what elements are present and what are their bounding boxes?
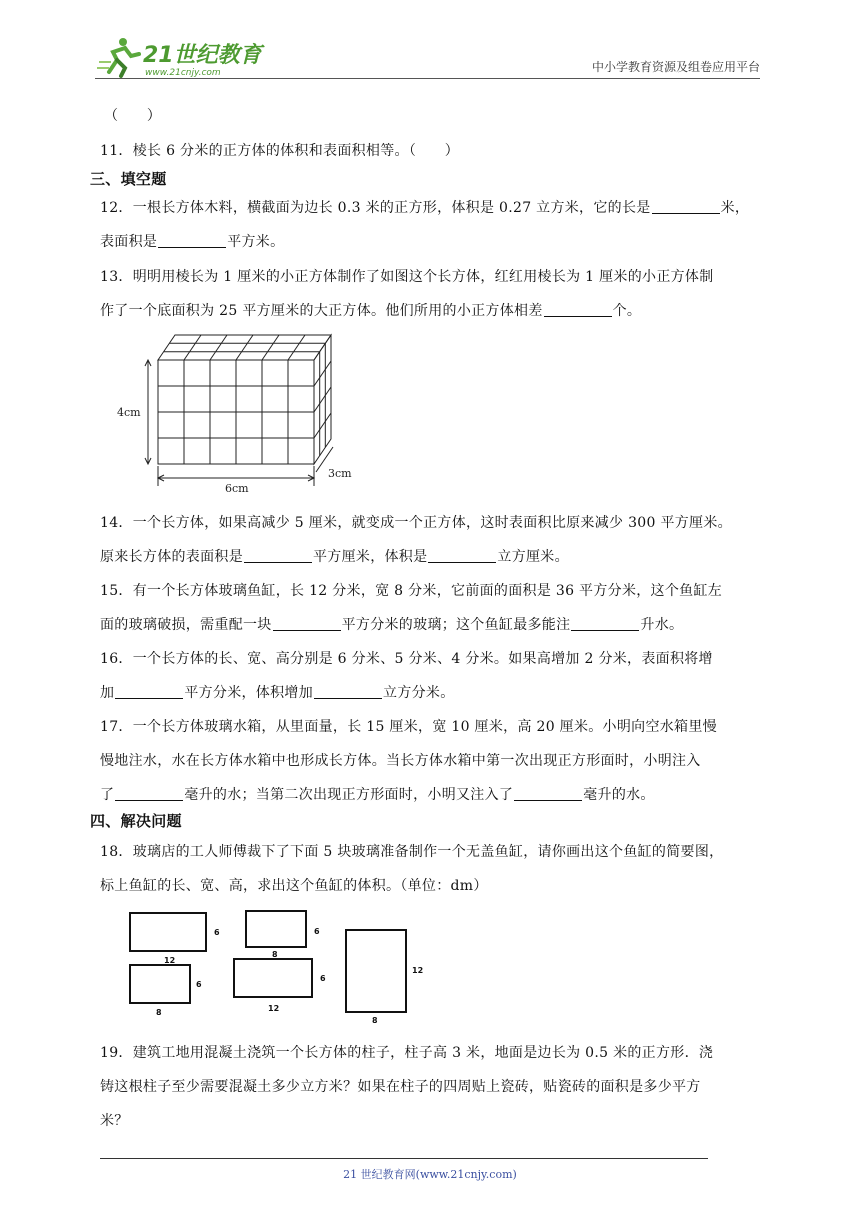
answer-blank[interactable]: [571, 616, 639, 631]
question-19-line-2: 铸这根柱子至少需要混凝土多少立方米？如果在柱子的四周贴上瓷砖，贴瓷砖的面积是多少平方: [100, 1079, 701, 1095]
question-13-line-2: 作了一个底面积为 25 平方厘米的大正方体。他们所用的小正方体相差 个。: [100, 303, 642, 319]
svg-text:8: 8: [272, 950, 278, 959]
answer-blank[interactable]: [652, 199, 720, 214]
answer-blank[interactable]: [115, 786, 183, 801]
footer-text: 21 世纪教育网(www.21cnjy.com): [343, 1168, 517, 1181]
svg-text:6: 6: [314, 927, 320, 936]
question-14-line-1: 14．一个长方体，如果高减少 5 厘米，就变成一个正方体，这时表面积比原来减少 300 平方厘米。: [100, 515, 732, 531]
answer-blank[interactable]: [158, 233, 226, 248]
question-18-line-2: 标上鱼缸的长、宽、高，求出这个鱼缸的体积。（单位：dm）: [100, 878, 488, 894]
svg-text:6: 6: [214, 928, 220, 937]
footer-divider: [100, 1158, 708, 1159]
glass-panels-figure: [122, 905, 432, 1023]
width-label: 3cm: [328, 467, 352, 480]
question-16-line-1: 16．一个长方体的长、宽、高分别是 6 分米、5 分米、4 分米。如果高增加 2 分米，表面积将增: [100, 651, 713, 667]
question-19-line-3: 米？: [100, 1113, 129, 1129]
length-label: 6cm: [225, 482, 249, 495]
question-15-line-1: 15．有一个长方体玻璃鱼缸，长 12 分米，宽 8 分米，它前面的面积是 36 平方分米，这个鱼缸左: [100, 583, 723, 599]
question-16-line-2: 加 平方分米，体积增加 立方分米。: [100, 685, 455, 701]
svg-text:6: 6: [196, 980, 202, 989]
panel-8x6-b: [130, 965, 190, 1003]
question-13-line-1: 13．明明用棱长为 1 厘米的小正方体制作了如图这个长方体，红红用棱长为 1 厘米的小正方体制: [100, 269, 714, 285]
question-18-line-1: 18．玻璃店的工人师傅裁下了下面 5 块玻璃准备制作一个无盖鱼缸，请你画出这个鱼缸的简要图，: [100, 844, 724, 860]
question-12-line-1: 12．一根长方体木料，横截面为边长 0.3 米的正方形，体积是 0.27 立方米，它的长是 米，: [100, 200, 750, 216]
question-17-line-1: 17．一个长方体玻璃水箱，从里面量，长 15 厘米，宽 10 厘米，高 20 厘米。小明向空水箱里慢: [100, 719, 717, 735]
answer-blank[interactable]: [273, 616, 341, 631]
svg-text:8: 8: [372, 1016, 378, 1023]
page-header: [95, 32, 760, 80]
panel-12x6-b: [234, 959, 312, 997]
question-15-line-2: 面的玻璃破损，需重配一块 平方分米的玻璃；这个鱼缸最多能注 升水。: [100, 617, 684, 633]
answer-blank[interactable]: [115, 684, 183, 699]
answer-bracket: （ ）: [104, 108, 162, 124]
answer-blank[interactable]: [544, 302, 612, 317]
question-17-line-2: 慢地注水，水在长方体水箱中也形成长方体。当长方体水箱中第一次出现正方形面时，小明注入: [100, 753, 701, 769]
svg-text:21世纪教育: 21世纪教育: [143, 43, 262, 68]
cuboid-figure: [115, 330, 365, 495]
answer-blank[interactable]: [314, 684, 382, 699]
svg-text:8: 8: [156, 1008, 162, 1017]
panel-12x6-a: [130, 913, 206, 951]
panel-8x6-a: [246, 911, 306, 947]
site-logo: [95, 32, 265, 80]
svg-text:12: 12: [412, 966, 424, 975]
answer-blank[interactable]: [514, 786, 582, 801]
runner-icon: [97, 38, 139, 76]
section-heading-fill-blank: 三、填空题: [90, 170, 167, 188]
section-heading-solve: 四、解决问题: [90, 812, 182, 830]
panel-8x12: [346, 930, 406, 1012]
question-12-line-2: 表面积是 平方米。: [100, 234, 285, 250]
answer-blank[interactable]: [428, 548, 496, 563]
header-divider: [95, 78, 760, 79]
svg-text:12: 12: [268, 1004, 280, 1013]
answer-blank[interactable]: [244, 548, 312, 563]
question-11: 11．棱长 6 分米的正方体的体积和表面积相等。（ ）: [100, 143, 460, 159]
question-17-line-3: 了 毫升的水；当第二次出现正方形面时，小明又注入了 毫升的水。: [100, 787, 655, 803]
svg-text:12: 12: [164, 956, 176, 965]
platform-label: 中小学教育资源及组卷应用平台: [591, 60, 760, 74]
height-label: 4cm: [117, 406, 141, 419]
svg-text:6: 6: [320, 974, 326, 983]
svg-text:www.21cnjy.com: www.21cnjy.com: [145, 68, 221, 78]
question-14-line-2: 原来长方体的表面积是 平方厘米，体积是 立方厘米。: [100, 549, 569, 565]
question-19-line-1: 19．建筑工地用混凝土浇筑一个长方体的柱子，柱子高 3 米，地面是边长为 0.5 米的正方形．浇: [100, 1045, 714, 1061]
